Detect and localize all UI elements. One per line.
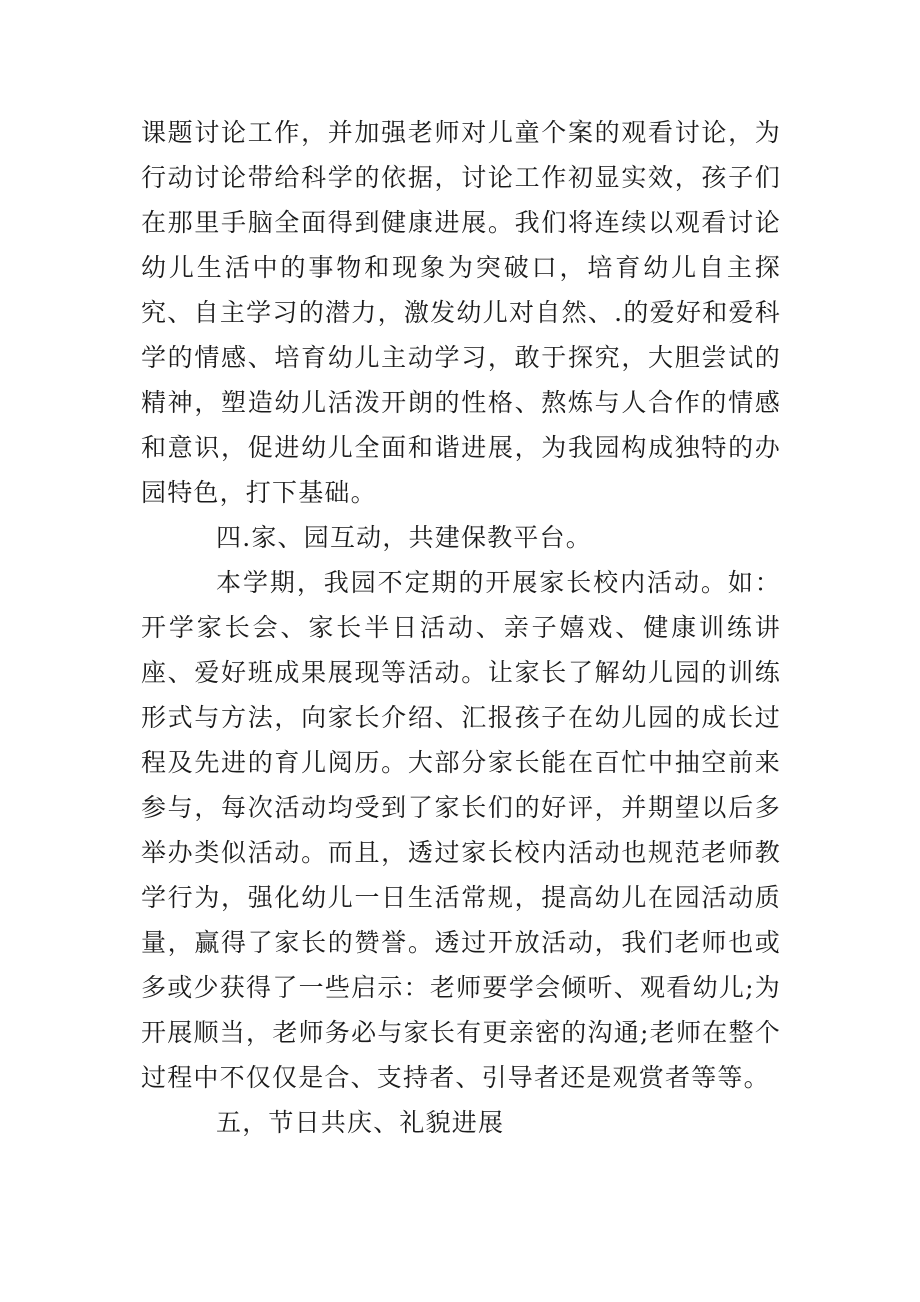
section-heading-home-school-interaction: 四.家、园互动，共建保教平台。 (216, 523, 592, 552)
section-heading-festivals-etiquette: 五，节日共庆、礼貌进展 (216, 1108, 505, 1137)
paragraph-parent-activities: 本学期，我园不定期的开展家长校内活动。如：开学家长会、家长半日活动、亲子嬉戏、健康训练讲座、爱好班成果展现等活动。让家长了解幼儿园的训练形式与方法，向家长介绍、汇报孩子在幼儿园的成长过程及先进的育儿阅历。大部分家长能在百忙中抽空前来参与，每次活动均受到了家长们的好评，并期望以后多举办类似活动。而且，透过家长校内活动也规范老师教学行为，强化幼儿一日生活常规，提高幼儿在园活动质量，赢得了家长的赞誉。透过开放活动，我们老师也或多或少获得了一些启示：老师要学会倾听、观看幼儿;为开展顺当，老师务必与家长有更亲密的沟通;老师在整个过程中不仅仅是合、支持者、引导者还是观赏者等等。 (141, 568, 781, 1092)
document-body (141, 110, 781, 1145)
paragraph-research-work: 课题讨论工作，并加强老师对儿童个案的观看讨论，为行动讨论带给科学的依据，讨论工作初显实效，孩子们在那里手脑全面得到健康进展。我们将连续以观看讨论幼儿生活中的事物和现象为突破口，培育幼儿自主探究、自主学习的潜力，激发幼儿对自然、.的爱好和爱科学的情感、培育幼儿主动学习，敢于探究，大胆尝试的精神，塑造幼儿活泼开朗的性格、熬炼与人合作的情感和意识，促进幼儿全面和谐进展，为我园构成独特的办园特色，打下基础。 (141, 118, 781, 507)
